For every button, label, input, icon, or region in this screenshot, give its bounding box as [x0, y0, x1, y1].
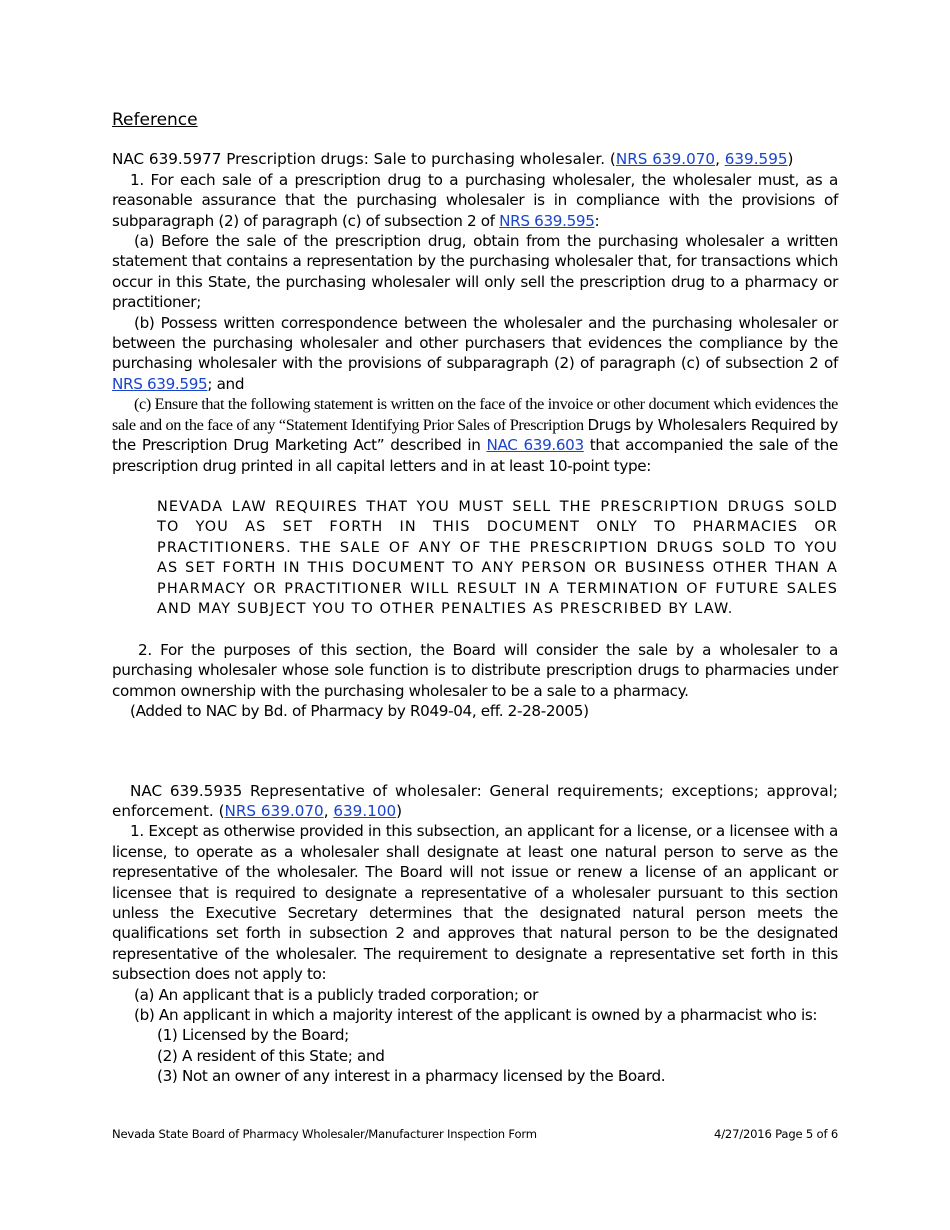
- section2-heading-text: NAC 639.5935 Representative of wholesaler: General requirements; exceptions; approval; enforcement. (: [112, 781, 838, 820]
- heading-close: ): [787, 150, 794, 169]
- reference-heading: Reference: [112, 110, 198, 130]
- section2-subsection1: 1. Except as otherwise provided in this subsection, an applicant for a license, or a licensee with a license, to operate as a wholesaler shall designate at least one natural person to serve as the representative of the wholesaler. The Board will not issue or renew a license of an applicant or licensee that is required to designate a representative of a wholesaler pursuant to this section unless the Executive Secretary determines that the designated natural person meets the qualifications set forth in subsection 2 and approves that natural person to be the designated representative of the wholesaler. The requirement to designate a representative set forth in this subsection does not apply to:: [112, 822, 838, 984]
- document-page: [112, 110, 838, 1087]
- section1-heading-text: NAC 639.5977 Prescription drugs: Sale to purchasing wholesaler. (: [112, 150, 616, 169]
- nac-639-603-link[interactable]: NAC 639.603: [486, 436, 584, 455]
- paragraph-c-text: (c) Ensure that the following statement is written on the face of the invoice or other document which evidences the sale and on the face of any “Statement Identifying Prior Sales of Prescription: [112, 395, 838, 434]
- section2-subparagraph-1: (1) Licensed by the Board;: [157, 1026, 349, 1045]
- paragraph-c-text-cont: Drugs by Wholesalers Required by the Prescription Drug Marketing Act” described in: [112, 415, 838, 455]
- section2-paragraph-a: (a) An applicant that is a publicly traded corporation; or: [134, 985, 539, 1004]
- subsection1-text: 1. For each sale of a prescription drug to a purchasing wholesaler, the wholesaler must, as a reasonable assurance that the purchasing wholesaler is in compliance with the provisions of subparagraph (2) of paragraph (c) of subsection 2 of: [112, 170, 838, 230]
- nrs-639-595-link[interactable]: NRS 639.595: [499, 211, 595, 230]
- section2-heading: [112, 781, 838, 822]
- spacer: [112, 620, 838, 640]
- section1-heading: [112, 149, 838, 169]
- nrs-639-070-link[interactable]: NRS 639.070: [224, 801, 324, 820]
- required-capital-statement: NEVADA LAW REQUIRES THAT YOU MUST SELL THE PRESCRIPTION DRUGS SOLD TO YOU AS SET FORTH IN THIS DOCUMENT ONLY TO PHARMACIES OR PRACTITIONERS. THE SALE OF ANY OF THE PRESCRIPTION DRUGS SOLD TO YOU AS SET FORTH IN THIS DOCUMENT TO ANY PERSON OR BUSINESS OTHER THAN A PHARMACY OR PRACTITIONER WILL RESULT IN A TERMINATION OF FUTURE SALES AND MAY SUBJECT YOU TO OTHER PENALTIES AS PRESCRIBED BY LAW.: [157, 498, 838, 618]
- section1-paragraph-a: (a) Before the sale of the prescription drug, obtain from the purchasing wholesaler a written statement that contains a representation by the purchasing wholesaler that, for transactions which occur in this State, the purchasing wholesaler will only sell the prescription drug to a pharmacy or practitioner;: [112, 232, 838, 312]
- paragraph-b-suffix: ; and: [207, 374, 245, 393]
- section1-paragraph-c: [112, 394, 838, 476]
- footer-form-title: Nevada State Board of Pharmacy Wholesaler/Manufacturer Inspection Form: [112, 1127, 537, 1141]
- section1-history: (Added to NAC by Bd. of Pharmacy by R049-04, eff. 2-28-2005): [130, 702, 589, 721]
- heading-separator: ,: [715, 150, 725, 169]
- section1-paragraph-b: [112, 313, 838, 395]
- section1-subsection2: 2. For the purposes of this section, the Board will consider the sale by a wholesaler to a purchasing wholesaler whose sole function is to distribute prescription drugs to pharmacies under common ownership with the purchasing wholesaler to be a sale to a pharmacy.: [112, 640, 838, 700]
- heading-close: ): [396, 801, 403, 820]
- nrs-639-595-link[interactable]: 639.595: [724, 150, 788, 169]
- section2-paragraph-b: (b) An applicant in which a majority interest of the applicant is owned by a pharmacist who is:: [134, 1006, 818, 1024]
- nrs-639-070-link[interactable]: NRS 639.070: [615, 150, 716, 169]
- section2-subparagraph-3: (3) Not an owner of any interest in a pharmacy licensed by the Board.: [157, 1067, 666, 1086]
- paragraph-c-text-end: that accompanied the sale of the prescription drug printed in all capital letters and in at least 10-point type:: [112, 436, 839, 475]
- page-footer: [112, 1127, 838, 1141]
- spacer: [112, 722, 838, 781]
- heading-separator: ,: [323, 801, 334, 820]
- subsection1-colon: :: [594, 211, 600, 230]
- section2-subparagraph-2: (2) A resident of this State; and: [157, 1046, 385, 1065]
- footer-date-page: 4/27/2016 Page 5 of 6: [714, 1127, 838, 1141]
- section1-subsection1: [112, 170, 838, 231]
- paragraph-b-text: (b) Possess written correspondence between the wholesaler and the purchasing wholesaler or between the purchasing wholesaler and other purchasers that evidences the compliance by the purchasing wholesaler with the provisions of subparagraph (2) of paragraph (c) of subsection 2 of: [112, 313, 838, 373]
- nrs-639-595-link[interactable]: NRS 639.595: [112, 374, 208, 393]
- nrs-639-100-link[interactable]: 639.100: [333, 801, 397, 820]
